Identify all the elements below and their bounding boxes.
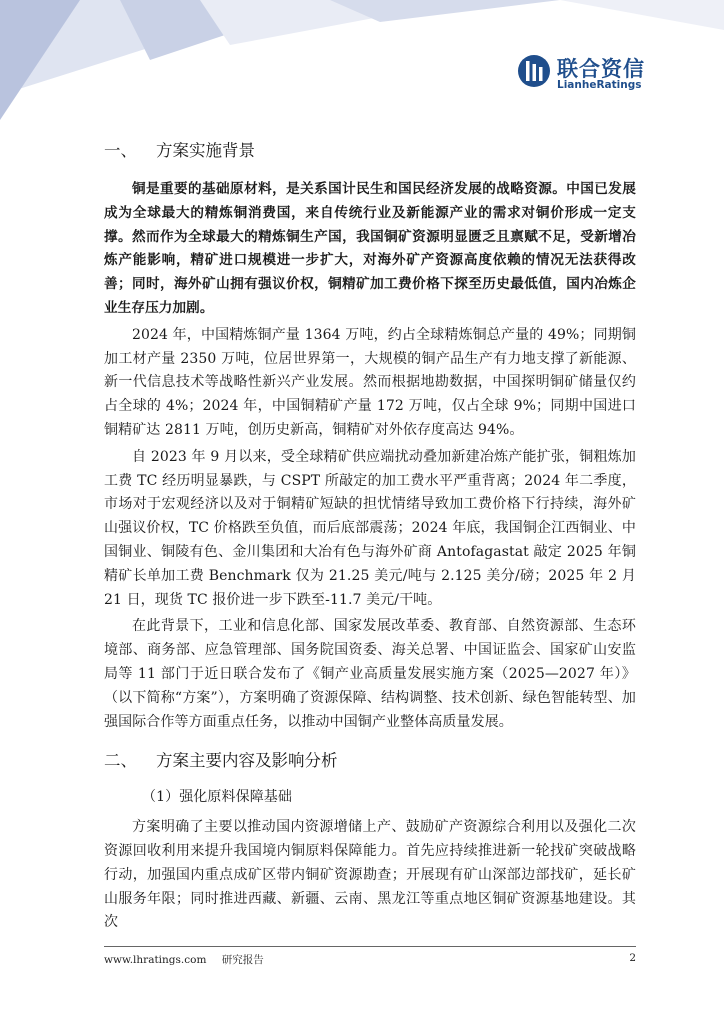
logo-chinese-name: 联合资信 [557,57,645,81]
section-title: 方案实施背景 [156,141,255,160]
section-heading-background [104,138,636,164]
footer-website: www.lhratings.com [104,954,207,966]
section-number: 二、 [104,751,137,771]
subheading: （1）强化原料保障基础 [142,789,293,806]
logo-english-name: LianheRatings [557,79,642,91]
logo-mark-icon [517,54,551,88]
footer-info [104,952,264,967]
footer-divider [104,946,636,947]
footer-report-type: 研究报告 [221,954,264,966]
section-heading-content [104,748,636,774]
paragraph: 2024 年，中国精炼铜产量 1364 万吨，约占全球精炼铜总产量的 49%；同期铜加工材产量 2350 万吨，位居世界第一，大规模的铜产品生产有力地支撑了新能源、新一代信息技术等战略性新兴产业发展。然而根据地勘数据，中国探明铜矿储量仅约占全球的 4%；2024 年，中国铜精矿产量 172 万吨，仅占全球 9%；同期中国进口铜精矿达 2811 万吨，创历史新高，铜精矿对外依存度高达 94%。 [104,326,636,438]
page-number: 2 [629,952,636,964]
paragraph: 在此背景下，工业和信息化部、国家发展改革委、教育部、自然资源部、生态环境部、商务部、应急管理部、国务院国资委、海关总署、中国证监会、国家矿山安监局等 11 部门于近日联合发布了《铜产业高质量发展实施方案（2025—2027 年）》（以下简称“方案”），方案明确了资源保障、结构调整、技术创新、绿色智能转型、加强国际合作等方面重点任务，以推动中国铜产业整体高质量发展。 [104,618,636,730]
section-number: 一、 [104,141,137,160]
paragraph: 方案明确了主要以推动国内资源增储上产、鼓励矿产资源综合利用以及强化二次资源回收利用来提升我国境内铜原料保障能力。首先应持续推进新一轮找矿突破战略行动，加强国内重点成矿区带内铜矿资源勘查；开展现有矿山深部边部找矿，延长矿山服务年限；同时推进西藏、新疆、云南、黑龙江等重点地区铜矿资源基地建设。其次 [104,819,636,931]
paragraph: 自 2023 年 9 月以来，受全球精矿供应端扰动叠加新建冶炼产能扩张，铜粗炼加工费 TC 经历明显暴跌，与 CSPT 所敲定的加工费水平严重背离；2024 年二季度，市场对于宏观经济以及对于铜精矿短缺的担忧情绪导致加工费价格下行持续，海外矿山强议价权，TC 价格跌至负值，而后底部震荡；2024 年底，我国铜企江西铜业、中国铜业、铜陵有色、金川集团和大冶有色与海外矿商 Antofagastat 敲定 2025 年铜精矿长单加工费 Benchmark 仅为 21.25 美元/吨与 2.125 美分/磅；2025 年 2 月 21 日，现货 TC 报价进一步下跌至-11.7 美元/干吨。 [104,448,636,608]
company-logo [517,52,677,94]
section-title: 方案主要内容及影响分析 [156,751,338,771]
paragraph-intro: 铜是重要的基础原材料，是关系国计民生和国民经济发展的战略资源。中国已发展成为全球最大的精炼铜消费国，来自传统行业及新能源产业的需求对铜价形成一定支撑。然而作为全球最大的精炼铜生产国，我国铜矿资源明显匮乏且禀赋不足，受新增冶炼产能影响，精矿进口规模进一步扩大，对海外矿产资源高度依赖的情况无法获得改善；同时，海外矿山拥有强议价权，铜精矿加工费价格下探至历史最低值，国内冶炼企业生存压力加剧。 [104,181,636,316]
document-body [104,138,636,938]
